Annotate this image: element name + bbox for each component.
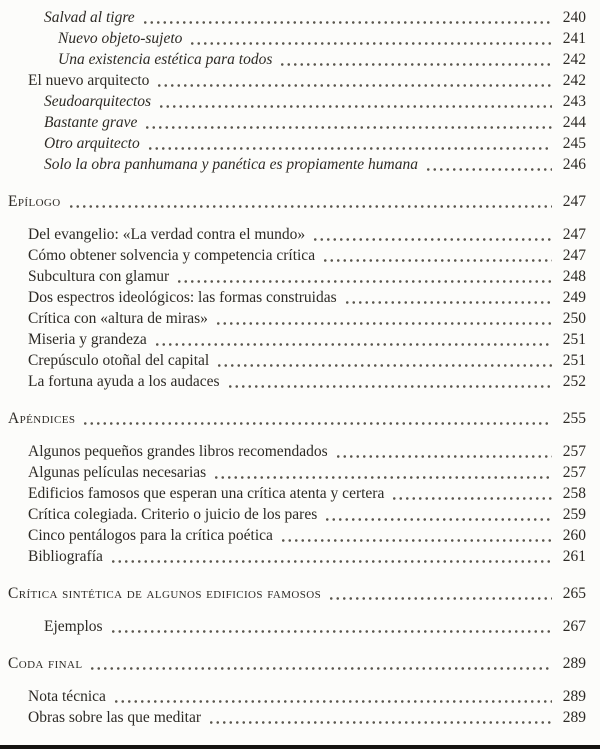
toc-entry-page: 257 xyxy=(562,442,586,460)
toc-entry-page: 246 xyxy=(562,155,586,173)
toc-entry-page: 240 xyxy=(562,8,586,26)
toc-entry-page: 243 xyxy=(562,92,586,110)
toc-entry-label: Nuevo objeto-sujeto xyxy=(58,29,183,47)
dotted-leader xyxy=(213,473,552,479)
toc-entry-label: Algunos pequeños grandes libros recomendados xyxy=(28,442,328,460)
dotted-leader xyxy=(312,235,552,241)
toc-heading-row xyxy=(0,408,600,429)
toc-entry-row xyxy=(0,91,600,112)
toc-entry-page: 251 xyxy=(562,330,586,348)
toc-entry-label: Epílogo xyxy=(8,192,61,210)
toc-entry-label: Crepúsculo otoñal del capital xyxy=(28,351,210,369)
toc-entry-page: 267 xyxy=(562,617,586,635)
dotted-leader xyxy=(142,18,552,24)
toc-entry-label: Apéndices xyxy=(8,409,76,427)
toc-entry-label: Algunas películas necesarias xyxy=(28,463,207,481)
dotted-leader xyxy=(110,627,552,633)
toc-entry-row xyxy=(0,287,600,308)
toc-entry-page: 248 xyxy=(562,267,586,285)
dotted-leader xyxy=(280,536,552,542)
toc-entry-page: 258 xyxy=(562,484,586,502)
dotted-leader xyxy=(344,298,552,304)
toc-entry-label: Coda final xyxy=(8,654,83,672)
dotted-leader xyxy=(391,494,552,500)
toc-entry-row xyxy=(0,308,600,329)
toc-entry-page: 259 xyxy=(562,505,586,523)
dotted-leader xyxy=(425,165,552,171)
toc-entry-row xyxy=(0,546,600,567)
toc-entry-label: Obras sobre las que meditar xyxy=(28,708,202,726)
toc-entry-row xyxy=(0,28,600,49)
toc-entry-label: Bibliografía xyxy=(28,547,103,565)
toc-entry-label: Crítica con «altura de miras» xyxy=(28,309,208,327)
dotted-leader xyxy=(158,102,552,108)
dotted-leader xyxy=(144,123,552,129)
toc-entry-row xyxy=(0,133,600,154)
dotted-leader xyxy=(324,515,552,521)
dotted-leader xyxy=(68,202,552,208)
toc-entry-label: Bastante grave xyxy=(44,113,138,131)
toc-heading-row xyxy=(0,653,600,674)
toc-entry-row xyxy=(0,525,600,546)
dotted-leader xyxy=(110,557,552,563)
toc-entry-page: 289 xyxy=(562,687,586,705)
toc-entry-label: Miseria y grandeza xyxy=(28,330,147,348)
toc-entry-label: Otro arquitecto xyxy=(44,134,140,152)
scan-edge-artifact xyxy=(0,745,600,749)
toc-entry-row xyxy=(0,154,600,175)
toc-entry-label: Seudoarquitectos xyxy=(44,92,152,110)
toc-entry-row xyxy=(0,7,600,28)
toc-entry-page: 241 xyxy=(562,29,586,47)
toc-entry-page: 249 xyxy=(562,288,586,306)
toc-entry-row xyxy=(0,441,600,462)
toc-entry-row xyxy=(0,329,600,350)
toc-entry-row xyxy=(0,350,600,371)
toc-entry-page: 252 xyxy=(562,372,586,390)
toc-entry-page: 242 xyxy=(562,50,586,68)
toc-entry-page: 250 xyxy=(562,309,586,327)
toc-entry-page: 247 xyxy=(562,192,586,210)
dotted-leader xyxy=(279,60,552,66)
toc-entry-row xyxy=(0,112,600,133)
toc-entry-row xyxy=(0,483,600,504)
toc-entry-page: 289 xyxy=(562,708,586,726)
toc-entry-row xyxy=(0,686,600,707)
toc-entry-label: Cinco pentálogos para la crítica poética xyxy=(28,526,273,544)
toc-entry-page: 245 xyxy=(562,134,586,152)
toc-entry-row xyxy=(0,266,600,287)
dotted-leader xyxy=(154,340,552,346)
dotted-leader xyxy=(227,382,552,388)
toc-entry-label: La fortuna ayuda a los audaces xyxy=(28,372,220,390)
toc-entry-row xyxy=(0,70,600,91)
dotted-leader xyxy=(113,697,552,703)
toc-entry-label: Salvad al tigre xyxy=(44,8,135,26)
toc-entry-page: 242 xyxy=(562,71,586,89)
toc-entry-row xyxy=(0,371,600,392)
toc-entry-label: Dos espectros ideológicos: las formas construidas xyxy=(28,288,337,306)
dotted-leader xyxy=(82,419,552,425)
toc-entry-page: 265 xyxy=(562,584,586,602)
dotted-leader xyxy=(189,39,552,45)
toc-entry-row xyxy=(0,707,600,728)
toc-heading-row xyxy=(0,583,600,604)
toc-entry-label: Edificios famosos que esperan una crítica atenta y certera xyxy=(28,484,385,502)
toc-entry-page: 247 xyxy=(562,246,586,264)
toc-entry-page: 257 xyxy=(562,463,586,481)
dotted-leader xyxy=(335,452,552,458)
toc-entry-row xyxy=(0,49,600,70)
dotted-leader xyxy=(147,144,552,150)
table-of-contents xyxy=(0,7,600,728)
toc-entry-page: 251 xyxy=(562,351,586,369)
toc-entry-page: 255 xyxy=(562,409,586,427)
toc-entry-label: Ejemplos xyxy=(44,617,103,635)
dotted-leader xyxy=(328,594,552,600)
dotted-leader xyxy=(216,361,552,367)
toc-entry-row xyxy=(0,462,600,483)
dotted-leader xyxy=(156,81,552,87)
toc-entry-row xyxy=(0,504,600,525)
toc-entry-label: Solo la obra panhumana y panética es propiamente humana xyxy=(44,155,418,173)
toc-entry-label: Una existencia estética para todos xyxy=(58,50,273,68)
dotted-leader xyxy=(208,718,552,724)
toc-entry-page: 260 xyxy=(562,526,586,544)
dotted-leader xyxy=(322,256,552,262)
toc-entry-row xyxy=(0,245,600,266)
toc-entry-label: Crítica sintética de algunos edificios famosos xyxy=(8,584,322,602)
toc-entry-label: Crítica colegiada. Criterio o juicio de los pares xyxy=(28,505,318,523)
toc-entry-row xyxy=(0,616,600,637)
toc-heading-row xyxy=(0,191,600,212)
toc-entry-page: 289 xyxy=(562,654,586,672)
toc-entry-page: 261 xyxy=(562,547,586,565)
toc-entry-row xyxy=(0,224,600,245)
toc-entry-label: Del evangelio: «La verdad contra el mundo» xyxy=(28,225,306,243)
toc-entry-label: El nuevo arquitecto xyxy=(28,71,150,89)
dotted-leader xyxy=(176,277,552,283)
dotted-leader xyxy=(89,664,552,670)
toc-entry-label: Subcultura con glamur xyxy=(28,267,170,285)
toc-entry-page: 244 xyxy=(562,113,586,131)
dotted-leader xyxy=(215,319,552,325)
toc-entry-label: Nota técnica xyxy=(28,687,106,705)
toc-entry-label: Cómo obtener solvencia y competencia crítica xyxy=(28,246,316,264)
toc-entry-page: 247 xyxy=(562,225,586,243)
